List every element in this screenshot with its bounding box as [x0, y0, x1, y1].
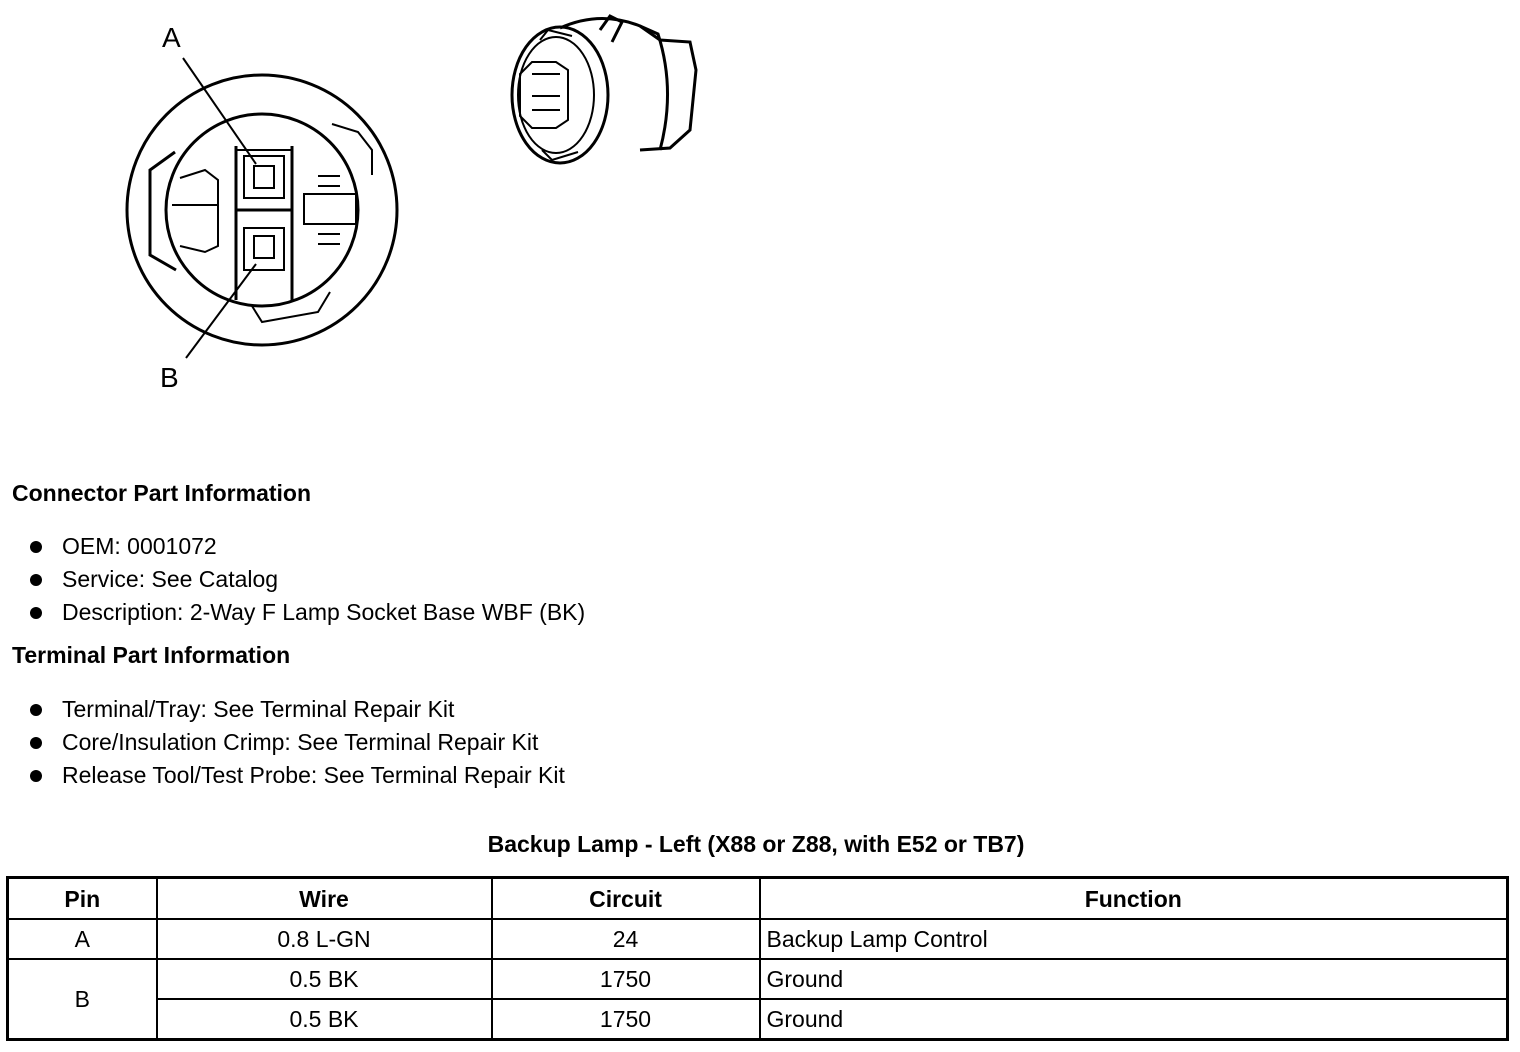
connector-face-diagram	[0, 0, 720, 420]
connector-left-tab	[150, 152, 176, 270]
connector-info-heading: Connector Part Information	[12, 480, 312, 506]
function-cell: Backup Lamp Control	[760, 919, 1508, 959]
pin-a-label: A	[162, 22, 181, 53]
connector-perspective-drawing	[512, 16, 696, 163]
list-item: Release Tool/Test Probe: See Terminal Repair Kit	[28, 759, 565, 792]
bullet-icon	[30, 737, 42, 749]
circuit-cell: 1750	[492, 959, 760, 999]
list-item: Description: 2-Way F Lamp Socket Base WBF (BK)	[28, 596, 585, 629]
pin-cell: A	[8, 919, 157, 959]
wire-cell: 0.8 L-GN	[157, 919, 492, 959]
table-title: Backup Lamp - Left (X88 or Z88, with E52 or TB7)	[487, 831, 1025, 857]
table-row	[8, 959, 1508, 999]
list-item: Terminal/Tray: See Terminal Repair Kit	[28, 693, 565, 726]
terminal-info-heading: Terminal Part Information	[12, 642, 291, 668]
bullet-icon	[30, 541, 42, 553]
column-header-pin: Pin	[8, 878, 157, 920]
bullet-icon	[30, 704, 42, 716]
terminal-info-list	[28, 693, 565, 792]
function-cell: Ground	[760, 999, 1508, 1040]
function-cell: Ground	[760, 959, 1508, 999]
bullet-icon	[30, 770, 42, 782]
bullet-icon	[30, 607, 42, 619]
wire-cell: 0.5 BK	[157, 959, 492, 999]
pin-b-label: B	[160, 362, 179, 393]
column-header-circuit: Circuit	[492, 878, 760, 920]
connector-right-key	[304, 194, 356, 224]
terminal-a-cavity	[244, 156, 284, 198]
wire-cell: 0.5 BK	[157, 999, 492, 1040]
circuit-cell: 1750	[492, 999, 760, 1040]
circuit-cell: 24	[492, 919, 760, 959]
list-item: Service: See Catalog	[28, 563, 585, 596]
column-header-function: Function	[760, 878, 1508, 920]
bullet-icon	[30, 574, 42, 586]
terminal-b-cavity	[244, 228, 284, 270]
list-item: OEM: 0001072	[28, 530, 585, 563]
pin-a-leader	[183, 58, 256, 164]
list-item: Core/Insulation Crimp: See Terminal Repair Kit	[28, 726, 565, 759]
pin-cell: B	[8, 959, 157, 1040]
column-header-wire: Wire	[157, 878, 492, 920]
pinout-table	[6, 876, 1509, 1041]
table-row	[8, 919, 1508, 959]
connector-info-list	[28, 530, 585, 629]
table-header-row	[8, 878, 1508, 920]
table-row	[8, 999, 1508, 1040]
